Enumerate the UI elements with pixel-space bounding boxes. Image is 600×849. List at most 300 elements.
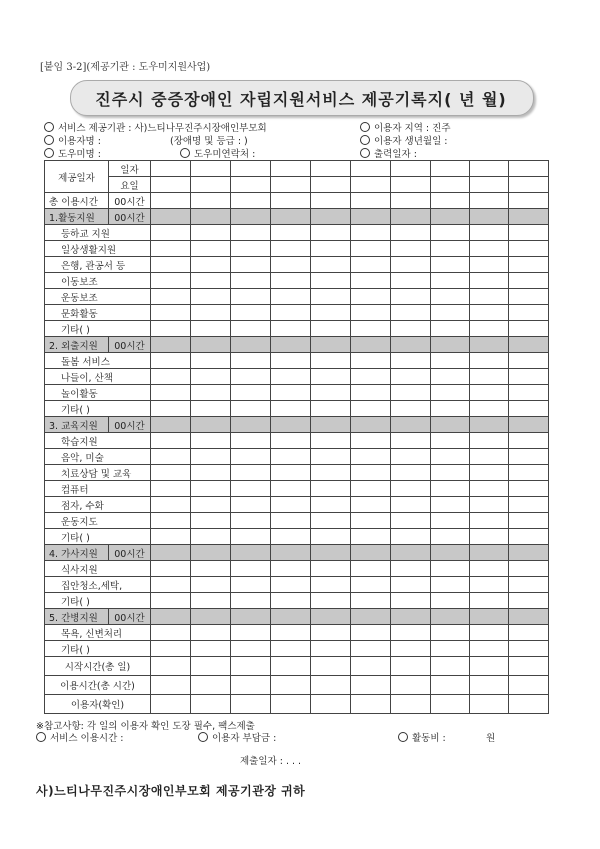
day-cell[interactable] (391, 337, 431, 353)
day-cell[interactable] (351, 257, 391, 273)
day-cell[interactable] (231, 561, 271, 577)
day-cell[interactable] (231, 641, 271, 657)
day-cell[interactable] (351, 481, 391, 497)
day-cell[interactable] (509, 449, 549, 465)
day-cell[interactable] (231, 481, 271, 497)
day-cell[interactable] (231, 695, 271, 714)
day-cell[interactable] (470, 513, 509, 529)
day-cell[interactable] (351, 465, 391, 481)
day-cell[interactable] (509, 209, 549, 225)
day-cell[interactable] (391, 273, 431, 289)
day-cell[interactable] (151, 353, 191, 369)
day-cell[interactable] (231, 417, 271, 433)
day-cell[interactable] (431, 177, 470, 193)
day-cell[interactable] (151, 545, 191, 561)
day-cell[interactable] (391, 257, 431, 273)
day-cell[interactable] (151, 625, 191, 641)
day-cell[interactable] (231, 593, 271, 609)
day-cell[interactable] (391, 321, 431, 337)
day-cell[interactable] (311, 465, 351, 481)
day-cell[interactable] (151, 193, 191, 209)
day-cell[interactable] (311, 273, 351, 289)
day-cell[interactable] (311, 257, 351, 273)
day-cell[interactable] (509, 513, 549, 529)
day-cell[interactable] (151, 337, 191, 353)
day-cell[interactable] (151, 289, 191, 305)
day-cell[interactable] (311, 305, 351, 321)
day-cell[interactable] (351, 161, 391, 177)
day-cell[interactable] (509, 161, 549, 177)
day-cell[interactable] (391, 225, 431, 241)
day-cell[interactable] (431, 641, 470, 657)
day-cell[interactable] (151, 225, 191, 241)
day-cell[interactable] (431, 433, 470, 449)
day-cell[interactable] (431, 497, 470, 513)
day-cell[interactable] (231, 193, 271, 209)
day-cell[interactable] (509, 241, 549, 257)
day-cell[interactable] (231, 257, 271, 273)
day-cell[interactable] (191, 209, 231, 225)
day-cell[interactable] (470, 369, 509, 385)
day-cell[interactable] (431, 609, 470, 625)
day-cell[interactable] (391, 676, 431, 695)
day-cell[interactable] (470, 241, 509, 257)
day-cell[interactable] (351, 676, 391, 695)
day-cell[interactable] (391, 641, 431, 657)
day-cell[interactable] (231, 545, 271, 561)
day-cell[interactable] (311, 321, 351, 337)
day-cell[interactable] (509, 641, 549, 657)
day-cell[interactable] (509, 225, 549, 241)
day-cell[interactable] (431, 225, 470, 241)
day-cell[interactable] (231, 241, 271, 257)
day-cell[interactable] (271, 465, 311, 481)
day-cell[interactable] (470, 385, 509, 401)
day-cell[interactable] (231, 513, 271, 529)
day-cell[interactable] (391, 369, 431, 385)
day-cell[interactable] (431, 209, 470, 225)
day-cell[interactable] (271, 353, 311, 369)
day-cell[interactable] (191, 695, 231, 714)
day-cell[interactable] (311, 161, 351, 177)
day-cell[interactable] (391, 695, 431, 714)
day-cell[interactable] (311, 289, 351, 305)
day-cell[interactable] (351, 241, 391, 257)
day-cell[interactable] (431, 417, 470, 433)
day-cell[interactable] (231, 305, 271, 321)
day-cell[interactable] (271, 369, 311, 385)
day-cell[interactable] (351, 625, 391, 641)
day-cell[interactable] (391, 657, 431, 676)
day-cell[interactable] (191, 529, 231, 545)
day-cell[interactable] (351, 273, 391, 289)
day-cell[interactable] (311, 385, 351, 401)
day-cell[interactable] (470, 625, 509, 641)
day-cell[interactable] (470, 641, 509, 657)
day-cell[interactable] (151, 676, 191, 695)
day-cell[interactable] (311, 657, 351, 676)
day-cell[interactable] (151, 385, 191, 401)
day-cell[interactable] (391, 305, 431, 321)
day-cell[interactable] (311, 529, 351, 545)
day-cell[interactable] (509, 497, 549, 513)
day-cell[interactable] (470, 433, 509, 449)
day-cell[interactable] (470, 337, 509, 353)
day-cell[interactable] (231, 529, 271, 545)
day-cell[interactable] (391, 577, 431, 593)
day-cell[interactable] (391, 161, 431, 177)
day-cell[interactable] (311, 241, 351, 257)
day-cell[interactable] (231, 321, 271, 337)
day-cell[interactable] (231, 497, 271, 513)
day-cell[interactable] (191, 337, 231, 353)
day-cell[interactable] (509, 289, 549, 305)
day-cell[interactable] (151, 209, 191, 225)
day-cell[interactable] (231, 289, 271, 305)
day-cell[interactable] (271, 449, 311, 465)
day-cell[interactable] (351, 385, 391, 401)
day-cell[interactable] (470, 401, 509, 417)
day-cell[interactable] (351, 513, 391, 529)
day-cell[interactable] (191, 513, 231, 529)
day-cell[interactable] (231, 369, 271, 385)
day-cell[interactable] (509, 369, 549, 385)
day-cell[interactable] (191, 353, 231, 369)
day-cell[interactable] (231, 676, 271, 695)
day-cell[interactable] (470, 161, 509, 177)
day-cell[interactable] (391, 417, 431, 433)
day-cell[interactable] (431, 657, 470, 676)
day-cell[interactable] (231, 433, 271, 449)
day-cell[interactable] (351, 369, 391, 385)
day-cell[interactable] (271, 481, 311, 497)
day-cell[interactable] (351, 545, 391, 561)
day-cell[interactable] (470, 657, 509, 676)
day-cell[interactable] (311, 609, 351, 625)
day-cell[interactable] (391, 625, 431, 641)
day-cell[interactable] (191, 225, 231, 241)
day-cell[interactable] (311, 337, 351, 353)
day-cell[interactable] (351, 209, 391, 225)
day-cell[interactable] (231, 401, 271, 417)
day-cell[interactable] (311, 577, 351, 593)
day-cell[interactable] (391, 193, 431, 209)
day-cell[interactable] (391, 241, 431, 257)
day-cell[interactable] (191, 385, 231, 401)
day-cell[interactable] (351, 593, 391, 609)
day-cell[interactable] (470, 177, 509, 193)
day-cell[interactable] (509, 593, 549, 609)
day-cell[interactable] (271, 529, 311, 545)
day-cell[interactable] (271, 241, 311, 257)
day-cell[interactable] (351, 193, 391, 209)
day-cell[interactable] (470, 465, 509, 481)
day-cell[interactable] (391, 609, 431, 625)
day-cell[interactable] (391, 385, 431, 401)
day-cell[interactable] (151, 593, 191, 609)
day-cell[interactable] (151, 641, 191, 657)
day-cell[interactable] (509, 353, 549, 369)
day-cell[interactable] (191, 449, 231, 465)
day-cell[interactable] (431, 385, 470, 401)
day-cell[interactable] (431, 161, 470, 177)
day-cell[interactable] (509, 257, 549, 273)
day-cell[interactable] (311, 225, 351, 241)
day-cell[interactable] (231, 385, 271, 401)
day-cell[interactable] (351, 321, 391, 337)
day-cell[interactable] (509, 545, 549, 561)
day-cell[interactable] (191, 177, 231, 193)
day-cell[interactable] (311, 641, 351, 657)
day-cell[interactable] (351, 529, 391, 545)
day-cell[interactable] (509, 177, 549, 193)
day-cell[interactable] (311, 676, 351, 695)
day-cell[interactable] (509, 657, 549, 676)
day-cell[interactable] (311, 513, 351, 529)
day-cell[interactable] (151, 497, 191, 513)
day-cell[interactable] (509, 417, 549, 433)
day-cell[interactable] (271, 337, 311, 353)
day-cell[interactable] (311, 353, 351, 369)
day-cell[interactable] (391, 289, 431, 305)
day-cell[interactable] (351, 353, 391, 369)
day-cell[interactable] (191, 369, 231, 385)
day-cell[interactable] (271, 545, 311, 561)
day-cell[interactable] (271, 676, 311, 695)
day-cell[interactable] (151, 577, 191, 593)
day-cell[interactable] (151, 321, 191, 337)
day-cell[interactable] (271, 177, 311, 193)
day-cell[interactable] (509, 609, 549, 625)
day-cell[interactable] (431, 481, 470, 497)
day-cell[interactable] (311, 561, 351, 577)
day-cell[interactable] (391, 481, 431, 497)
day-cell[interactable] (509, 385, 549, 401)
day-cell[interactable] (271, 641, 311, 657)
day-cell[interactable] (151, 513, 191, 529)
day-cell[interactable] (151, 177, 191, 193)
day-cell[interactable] (231, 337, 271, 353)
day-cell[interactable] (191, 417, 231, 433)
day-cell[interactable] (151, 695, 191, 714)
day-cell[interactable] (351, 433, 391, 449)
day-cell[interactable] (271, 433, 311, 449)
day-cell[interactable] (311, 369, 351, 385)
day-cell[interactable] (470, 593, 509, 609)
day-cell[interactable] (431, 401, 470, 417)
day-cell[interactable] (311, 593, 351, 609)
day-cell[interactable] (311, 545, 351, 561)
day-cell[interactable] (431, 625, 470, 641)
day-cell[interactable] (509, 193, 549, 209)
day-cell[interactable] (509, 529, 549, 545)
day-cell[interactable] (351, 337, 391, 353)
day-cell[interactable] (191, 305, 231, 321)
day-cell[interactable] (431, 593, 470, 609)
day-cell[interactable] (391, 513, 431, 529)
day-cell[interactable] (470, 529, 509, 545)
day-cell[interactable] (351, 177, 391, 193)
day-cell[interactable] (431, 241, 470, 257)
day-cell[interactable] (470, 609, 509, 625)
day-cell[interactable] (470, 257, 509, 273)
day-cell[interactable] (271, 657, 311, 676)
day-cell[interactable] (231, 225, 271, 241)
day-cell[interactable] (351, 641, 391, 657)
day-cell[interactable] (151, 657, 191, 676)
day-cell[interactable] (431, 513, 470, 529)
day-cell[interactable] (311, 481, 351, 497)
day-cell[interactable] (311, 401, 351, 417)
day-cell[interactable] (470, 273, 509, 289)
day-cell[interactable] (431, 353, 470, 369)
day-cell[interactable] (191, 193, 231, 209)
day-cell[interactable] (271, 257, 311, 273)
day-cell[interactable] (191, 641, 231, 657)
day-cell[interactable] (271, 695, 311, 714)
day-cell[interactable] (311, 209, 351, 225)
day-cell[interactable] (311, 625, 351, 641)
day-cell[interactable] (351, 577, 391, 593)
day-cell[interactable] (470, 209, 509, 225)
day-cell[interactable] (509, 273, 549, 289)
day-cell[interactable] (271, 401, 311, 417)
day-cell[interactable] (470, 577, 509, 593)
day-cell[interactable] (431, 676, 470, 695)
day-cell[interactable] (271, 209, 311, 225)
day-cell[interactable] (271, 609, 311, 625)
day-cell[interactable] (431, 545, 470, 561)
day-cell[interactable] (271, 417, 311, 433)
day-cell[interactable] (391, 465, 431, 481)
day-cell[interactable] (470, 676, 509, 695)
day-cell[interactable] (470, 695, 509, 714)
day-cell[interactable] (351, 657, 391, 676)
day-cell[interactable] (151, 561, 191, 577)
day-cell[interactable] (271, 305, 311, 321)
day-cell[interactable] (151, 161, 191, 177)
day-cell[interactable] (231, 273, 271, 289)
day-cell[interactable] (271, 497, 311, 513)
day-cell[interactable] (509, 481, 549, 497)
day-cell[interactable] (311, 417, 351, 433)
day-cell[interactable] (509, 337, 549, 353)
day-cell[interactable] (311, 497, 351, 513)
day-cell[interactable] (470, 193, 509, 209)
day-cell[interactable] (191, 545, 231, 561)
day-cell[interactable] (391, 545, 431, 561)
day-cell[interactable] (351, 561, 391, 577)
day-cell[interactable] (151, 481, 191, 497)
day-cell[interactable] (509, 401, 549, 417)
day-cell[interactable] (431, 337, 470, 353)
day-cell[interactable] (151, 305, 191, 321)
day-cell[interactable] (271, 577, 311, 593)
day-cell[interactable] (509, 695, 549, 714)
day-cell[interactable] (311, 177, 351, 193)
day-cell[interactable] (431, 695, 470, 714)
day-cell[interactable] (470, 545, 509, 561)
day-cell[interactable] (311, 449, 351, 465)
day-cell[interactable] (431, 369, 470, 385)
day-cell[interactable] (231, 161, 271, 177)
day-cell[interactable] (151, 401, 191, 417)
day-cell[interactable] (470, 449, 509, 465)
day-cell[interactable] (271, 273, 311, 289)
day-cell[interactable] (391, 561, 431, 577)
day-cell[interactable] (231, 353, 271, 369)
day-cell[interactable] (431, 449, 470, 465)
day-cell[interactable] (351, 417, 391, 433)
day-cell[interactable] (271, 161, 311, 177)
day-cell[interactable] (151, 257, 191, 273)
day-cell[interactable] (191, 625, 231, 641)
day-cell[interactable] (231, 177, 271, 193)
day-cell[interactable] (191, 577, 231, 593)
day-cell[interactable] (351, 609, 391, 625)
day-cell[interactable] (391, 593, 431, 609)
day-cell[interactable] (509, 577, 549, 593)
day-cell[interactable] (509, 321, 549, 337)
day-cell[interactable] (470, 497, 509, 513)
day-cell[interactable] (271, 625, 311, 641)
day-cell[interactable] (271, 593, 311, 609)
day-cell[interactable] (191, 401, 231, 417)
day-cell[interactable] (351, 497, 391, 513)
day-cell[interactable] (391, 497, 431, 513)
day-cell[interactable] (191, 657, 231, 676)
day-cell[interactable] (191, 465, 231, 481)
day-cell[interactable] (191, 321, 231, 337)
day-cell[interactable] (151, 433, 191, 449)
day-cell[interactable] (191, 161, 231, 177)
day-cell[interactable] (470, 321, 509, 337)
day-cell[interactable] (509, 676, 549, 695)
day-cell[interactable] (151, 449, 191, 465)
day-cell[interactable] (231, 209, 271, 225)
day-cell[interactable] (231, 465, 271, 481)
day-cell[interactable] (470, 353, 509, 369)
day-cell[interactable] (470, 305, 509, 321)
day-cell[interactable] (191, 289, 231, 305)
day-cell[interactable] (431, 529, 470, 545)
day-cell[interactable] (431, 193, 470, 209)
day-cell[interactable] (391, 449, 431, 465)
day-cell[interactable] (151, 369, 191, 385)
day-cell[interactable] (470, 417, 509, 433)
day-cell[interactable] (431, 305, 470, 321)
day-cell[interactable] (351, 305, 391, 321)
day-cell[interactable] (431, 321, 470, 337)
day-cell[interactable] (271, 225, 311, 241)
day-cell[interactable] (509, 433, 549, 449)
day-cell[interactable] (470, 225, 509, 241)
day-cell[interactable] (231, 449, 271, 465)
day-cell[interactable] (509, 465, 549, 481)
day-cell[interactable] (431, 561, 470, 577)
day-cell[interactable] (191, 433, 231, 449)
day-cell[interactable] (191, 497, 231, 513)
day-cell[interactable] (191, 561, 231, 577)
day-cell[interactable] (351, 449, 391, 465)
day-cell[interactable] (151, 465, 191, 481)
day-cell[interactable] (191, 481, 231, 497)
day-cell[interactable] (191, 676, 231, 695)
day-cell[interactable] (311, 695, 351, 714)
day-cell[interactable] (231, 657, 271, 676)
day-cell[interactable] (391, 177, 431, 193)
day-cell[interactable] (231, 625, 271, 641)
